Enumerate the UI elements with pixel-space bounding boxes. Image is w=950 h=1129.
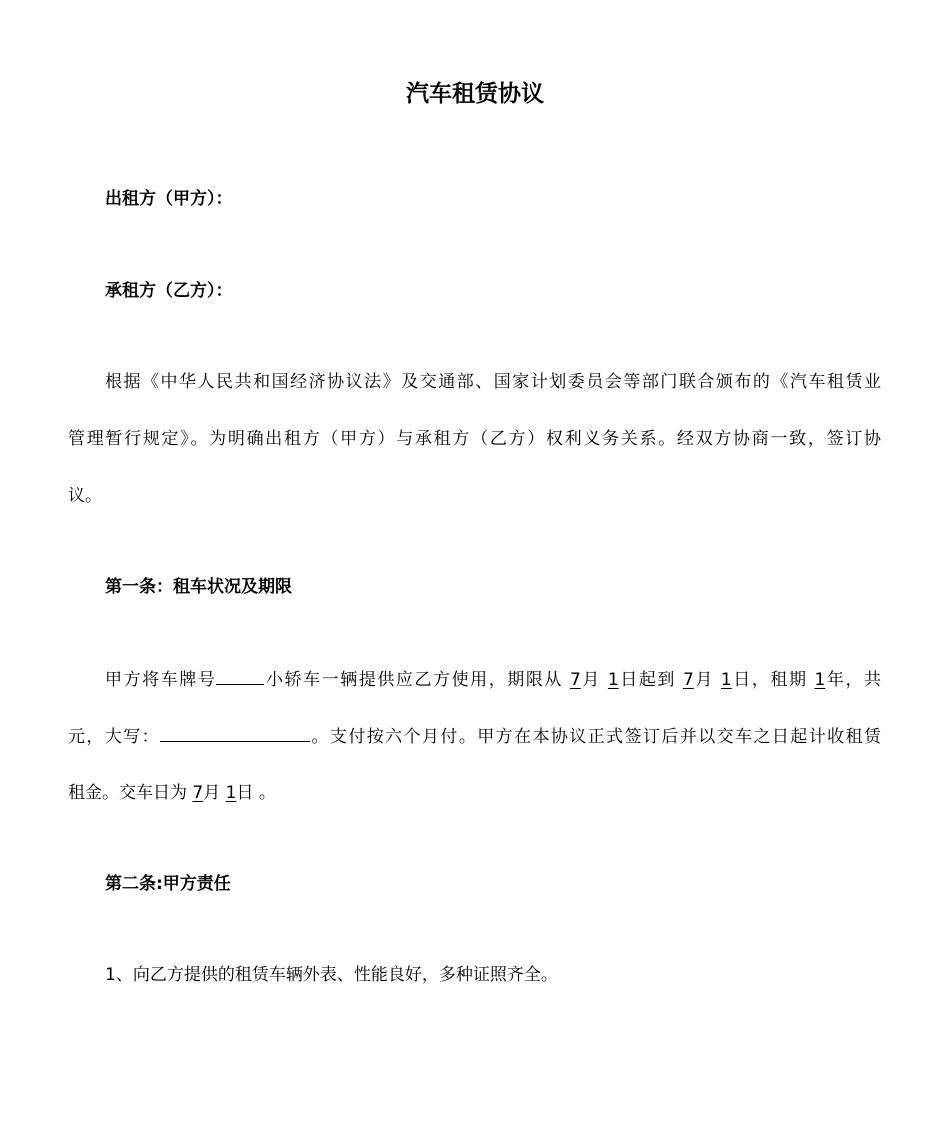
article-1-heading: 第一条：租车状况及期限 — [105, 577, 292, 597]
preamble-line-3: 议。 — [68, 486, 102, 506]
text-segment: 日 。 — [236, 783, 276, 803]
lessor-label: 出租方（甲方）： — [105, 189, 233, 209]
text-segment: 元，大写： — [68, 727, 161, 747]
end-day: 1 — [720, 670, 732, 690]
document-title: 汽车租赁协议 — [406, 81, 544, 107]
article-1-line-3 — [68, 781, 276, 805]
text-segment: 甲方将车牌号 — [105, 670, 217, 690]
term-years: 1 — [814, 670, 826, 690]
amount-in-words-blank — [160, 723, 310, 742]
text-segment: 租金。交车日为 — [68, 783, 193, 803]
end-month: 7 — [682, 670, 694, 690]
article-2-item-1: 1、向乙方提供的租赁车辆外表、性能良好，多种证照齐全。 — [105, 965, 558, 985]
delivery-month: 7 — [192, 783, 204, 803]
preamble-line-1: 根据《中华人民共和国经济协议法》及交通部、国家计划委员会等部门联合颁布的《汽车租赁业 — [105, 372, 881, 392]
lessee-label: 承租方（乙方）： — [105, 281, 233, 301]
text-segment: 日起到 — [618, 670, 683, 690]
month-label: 月 — [203, 783, 221, 803]
text-segment: 年，共 — [825, 670, 882, 690]
start-day: 1 — [607, 670, 619, 690]
plate-number-blank — [216, 666, 264, 685]
text-segment: 。支付按六个月付。甲方在本协议正式签订后并以交车之日起计收租赁 — [310, 727, 882, 747]
text-segment: 小轿车一辆提供应乙方使用，期限从 — [264, 670, 570, 690]
article-1-line-2 — [68, 723, 881, 749]
text-segment: 日，租期 — [731, 670, 815, 690]
month-label: 月 — [580, 670, 601, 690]
article-2-heading: 第二条:甲方责任 — [105, 874, 231, 894]
article-1-line-1 — [105, 666, 881, 692]
month-label: 月 — [693, 670, 714, 690]
start-month: 7 — [569, 670, 581, 690]
delivery-day: 1 — [225, 783, 237, 803]
preamble-line-2: 管理暂行规定》。为明确出租方（甲方）与承租方（乙方）权利义务关系。经双方协商一致，签订协 — [68, 429, 881, 449]
